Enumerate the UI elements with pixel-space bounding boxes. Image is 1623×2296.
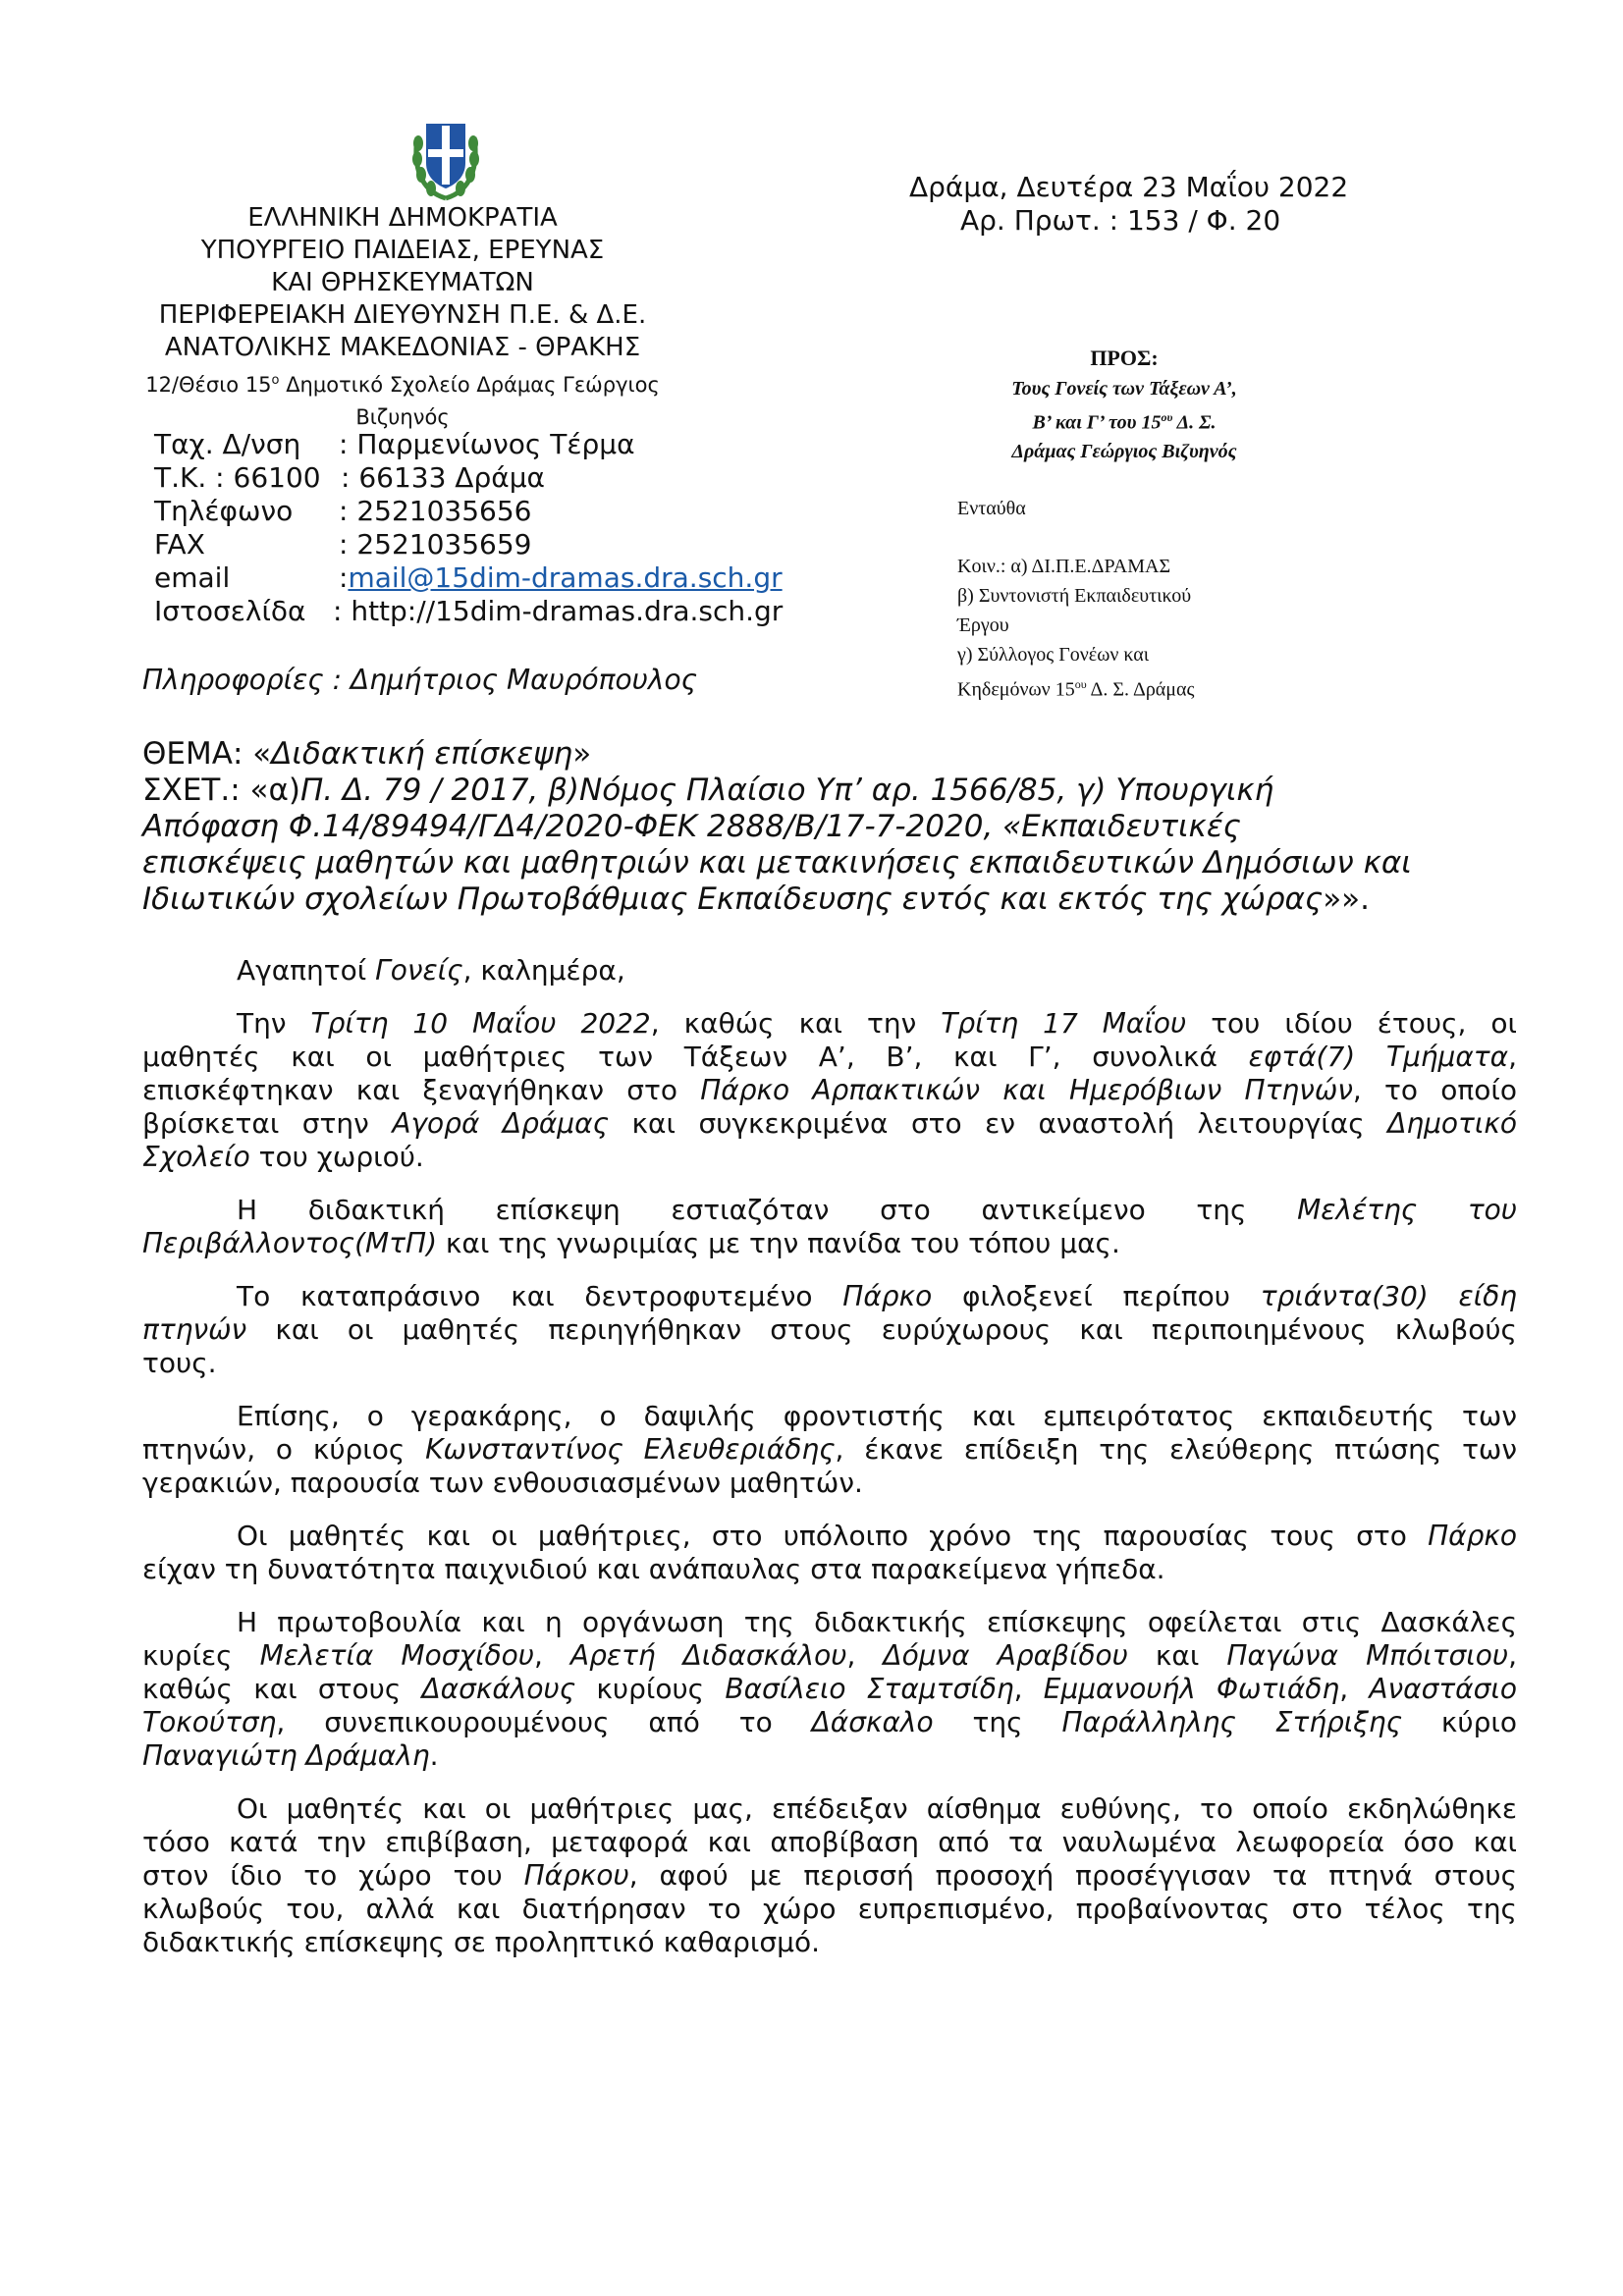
greeting bbox=[142, 954, 1517, 988]
paragraph-line bbox=[142, 1433, 1517, 1467]
body-text: κύριο bbox=[1402, 1706, 1517, 1738]
paragraph-line bbox=[142, 1792, 1517, 1826]
paragraph-line bbox=[142, 1347, 1517, 1380]
emphasis-text: Δάσκαλο bbox=[811, 1706, 934, 1738]
body-text: και της γνωριμίας με την πανίδα του τόπου μας. bbox=[437, 1227, 1120, 1259]
emphasis-text: Παναγιώτη Δράμαλη bbox=[142, 1739, 430, 1772]
paragraph bbox=[142, 1606, 1517, 1773]
cc-line: γ) Σύλλογος Γονέων και bbox=[957, 643, 1150, 666]
emphasis-text: Εμμανουήλ Φωτιάδη bbox=[1043, 1673, 1340, 1705]
body-text: είχαν τη δυνατότητα παιχνιδιού και ανάπαυλας στα παρακείμενα γήπεδα. bbox=[142, 1553, 1165, 1585]
postcode-label: Τ.Κ. : 66100 bbox=[154, 461, 321, 494]
paragraph bbox=[142, 1520, 1517, 1586]
paragraph bbox=[142, 1280, 1517, 1380]
paragraph-line bbox=[142, 1606, 1517, 1639]
emphasis-text: Αναστάσιο bbox=[1369, 1673, 1517, 1705]
school-name bbox=[108, 364, 697, 434]
emphasis-text: Πάρκο bbox=[1428, 1520, 1517, 1552]
reference-text: Π. Δ. 79 / 2017, β)Νόμος Πλαίσιο Υπ’ αρ. 1566/85, γ) Υπουργική bbox=[300, 773, 1274, 808]
letterhead-line: ΑΝΑΤΟΛΙΚΗΣ ΜΑΚΕΔΟΝΙΑΣ - ΘΡΑΚΗΣ bbox=[164, 333, 641, 362]
letterhead-line: ΥΠΟΥΡΓΕΙΟ ΠΑΙΔΕΙΑΣ, ΕΡΕΥΝΑΣ bbox=[200, 236, 605, 265]
phone-value: : 2521035656 bbox=[339, 495, 532, 527]
emphasis-text: Μελετία Μοσχίδου bbox=[259, 1639, 534, 1672]
emphasis-text: Περιβάλλοντος(ΜτΠ) bbox=[142, 1227, 438, 1259]
subject-label: ΘΕΜΑ: « bbox=[142, 736, 272, 772]
reference-line bbox=[142, 773, 1517, 809]
email-separator: : bbox=[339, 561, 349, 594]
cc-line: Κοιν.: α) ΔΙ.Π.Ε.ΔΡΑΜΑΣ bbox=[957, 555, 1171, 577]
paragraph-line bbox=[142, 1739, 1517, 1773]
paragraph-line bbox=[142, 1400, 1517, 1433]
paragraph bbox=[142, 1007, 1517, 1174]
paragraph-line bbox=[142, 1041, 1517, 1074]
paragraph-line bbox=[142, 1520, 1517, 1553]
paragraph bbox=[142, 1194, 1517, 1260]
emphasis-text: Δημοτικό bbox=[1387, 1107, 1517, 1140]
paragraph-line bbox=[142, 1280, 1517, 1313]
recipient-part: Β’ και Γ’ του 15 bbox=[1032, 411, 1162, 434]
emphasis-text: Δασκάλους bbox=[421, 1673, 576, 1705]
body-text: , αφού με περισσή προσοχή προσέγγισαν τα πτηνά στους bbox=[628, 1859, 1517, 1892]
recipient-line: Τους Γονείς των Τάξεων Α’, bbox=[1011, 378, 1237, 400]
recipient-sup: ου bbox=[1161, 410, 1173, 424]
paragraph-line bbox=[142, 1553, 1517, 1586]
emphasis-text: Παγώνα Μπόιτσιου bbox=[1226, 1639, 1509, 1672]
body-text: Επίσης, ο γερακάρης, ο δαψιλής φροντιστής και εμπειρότατος εκπαιδευτής των bbox=[237, 1400, 1517, 1432]
body-text: πτηνών, ο κύριος bbox=[142, 1433, 426, 1466]
body-text: , bbox=[1508, 1041, 1518, 1073]
body-text: Η πρωτοβουλία και η οργάνωση της διδακτικής επίσκεψης οφείλεται στις Δασκάλες bbox=[237, 1606, 1517, 1638]
body-text: Το καταπράσινο και δεντροφυτεμένο bbox=[237, 1280, 843, 1312]
subject-line bbox=[142, 736, 1517, 773]
website-label: Ιστοσελίδα bbox=[154, 595, 306, 627]
address-label: Ταχ. Δ/νση bbox=[154, 428, 301, 460]
body-text: , το οποίο bbox=[1352, 1074, 1517, 1106]
here-note: Ενταύθα bbox=[957, 497, 1026, 519]
letterhead-line: ΚΑΙ ΘΡΗΣΚΕΥΜΑΤΩΝ bbox=[271, 268, 534, 297]
emphasis-text: Σχολείο bbox=[142, 1141, 250, 1173]
reference-label: ΣΧΕΤ.: «α) bbox=[142, 773, 300, 808]
reference-text: επισκέψεις μαθητών και μαθητριών και μετακινήσεις εκπαιδευτικών Δημόσιων και bbox=[142, 845, 1412, 881]
protocol-number: Αρ. Πρωτ. : 153 / Φ. 20 bbox=[960, 204, 1281, 237]
cc-line: β) Συντονιστή Εκπαιδευτικού bbox=[957, 584, 1192, 607]
paragraph-line bbox=[142, 1826, 1517, 1859]
emphasis-text: Αρετή Διδασκάλου bbox=[569, 1639, 847, 1672]
paragraph-line bbox=[142, 1859, 1517, 1893]
body-text: Οι μαθητές και οι μαθήτριες μας, επέδειξαν αίσθημα ευθύνης, το οποίο εκδηλώθηκε bbox=[237, 1792, 1517, 1825]
paragraph-line bbox=[142, 1467, 1517, 1500]
paragraph-line bbox=[142, 1107, 1517, 1141]
letterhead-line: ΠΕΡΙΦΕΡΕΙΑΚΗ ΔΙΕΥΘΥΝΣΗ Π.Ε. & Δ.Ε. bbox=[158, 300, 647, 330]
cc-sup: ου bbox=[1074, 676, 1087, 691]
paragraph-line bbox=[142, 1007, 1517, 1041]
paragraph bbox=[142, 1400, 1517, 1500]
body-text: , bbox=[1508, 1639, 1518, 1672]
body-text: επισκέφτηκαν και ξεναγήθηκαν στο bbox=[142, 1074, 701, 1106]
body-text: διδακτικής επίσκεψης σε προληπτικό καθαρισμό. bbox=[142, 1926, 820, 1958]
emphasis-text: Πάρκο bbox=[842, 1280, 933, 1312]
body-text: τόσο κατά την επιβίβαση, μεταφορά και αποβίβαση από τα ναυλωμένα λεωφορεία όσο και bbox=[142, 1826, 1517, 1858]
body-text: και οι μαθητές περιηγήθηκαν στους ευρύχωρους και περιποιημένους κλωβούς bbox=[246, 1313, 1517, 1346]
recipient-part: Δ. Σ. bbox=[1172, 411, 1217, 434]
emphasis-text: εφτά(7) Τμήματα bbox=[1248, 1041, 1509, 1073]
body-text: βρίσκεται στην bbox=[142, 1107, 393, 1140]
fax-value: : 2521035659 bbox=[339, 528, 532, 561]
paragraph-line bbox=[142, 1074, 1517, 1107]
website-value: : http://15dim-dramas.dra.sch.gr bbox=[333, 595, 784, 627]
school-name-part: 12/Θέσιο 15 bbox=[145, 373, 272, 397]
fax-label: FAX bbox=[154, 528, 205, 561]
subject-close: » bbox=[572, 736, 592, 772]
subject-title: Διδακτική επίσκεψη bbox=[271, 736, 573, 772]
recipient-line: Δράμας Γεώργιος Βιζυηνός bbox=[1011, 440, 1237, 462]
body-text: της bbox=[933, 1706, 1062, 1738]
recipients-heading: ΠΡΟΣ: bbox=[1090, 346, 1159, 370]
cc-line: Έργου bbox=[957, 614, 1009, 636]
phone-label: Τηλέφωνο bbox=[154, 495, 294, 527]
body-text: κλωβούς του, αλλά και διατήρησαν το χώρο ευπρεπισμένο, προβαίνοντας στο τέλος της bbox=[142, 1893, 1517, 1925]
body-text: του ιδίου έτους, οι bbox=[1186, 1007, 1518, 1040]
paragraph-line bbox=[142, 1673, 1517, 1706]
emphasis-text: Κωνσταντίνος Ελευθεριάδης bbox=[425, 1433, 836, 1466]
body-text: Την bbox=[237, 1007, 311, 1040]
body-text: τους. bbox=[142, 1347, 217, 1379]
body-text: , bbox=[1339, 1673, 1370, 1705]
letterhead bbox=[108, 202, 697, 434]
paragraph-line bbox=[142, 1313, 1517, 1347]
info-contact: Πληροφορίες : Δημήτριος Μαυρόπουλος bbox=[142, 664, 698, 696]
body-text: μαθητές και οι μαθήτριες των Τάξεων Α’, Β’, και Γ’, συνολικά bbox=[142, 1041, 1249, 1073]
paragraph-line bbox=[142, 1141, 1517, 1174]
emphasis-text: Πάρκο Αρπακτικών και Ημερόβιων Πτηνών bbox=[700, 1074, 1353, 1106]
emphasis-text: Τρίτη 17 Μαΐου bbox=[941, 1007, 1187, 1040]
cc-part: Κηδεμόνων 15 bbox=[957, 678, 1075, 701]
contact-block bbox=[154, 428, 783, 628]
body-text: , καθώς και την bbox=[650, 1007, 942, 1040]
emphasis-text: Δόμνα Αραβίδου bbox=[883, 1639, 1128, 1672]
emphasis-text: Μελέτης του bbox=[1297, 1194, 1518, 1226]
school-name-sup: ο bbox=[271, 373, 280, 388]
body-text: , bbox=[533, 1639, 570, 1672]
paragraph-line bbox=[142, 1706, 1517, 1739]
cc-list bbox=[957, 552, 1291, 705]
body-text: κυρίες bbox=[142, 1639, 260, 1672]
body-text: , συνεπικουρουμένους από το bbox=[276, 1706, 812, 1738]
email-link[interactable]: mail@15dim-dramas.dra.sch.gr bbox=[348, 561, 783, 594]
postcode-value: : 66133 Δράμα bbox=[341, 461, 545, 494]
date-block bbox=[909, 171, 1348, 238]
reference-end: »». bbox=[1323, 881, 1370, 917]
recipient-line bbox=[957, 403, 1291, 438]
reference-line bbox=[142, 845, 1517, 881]
body-text: γερακιών, παρουσία των ενθουσιασμένων μαθητών. bbox=[142, 1467, 863, 1499]
cc-line bbox=[957, 669, 1291, 705]
emphasis-text: Τρίτη 10 Μαΐου 2022 bbox=[310, 1007, 651, 1040]
paragraph-line bbox=[142, 1893, 1517, 1926]
greeting-part: Αγαπητοί bbox=[237, 954, 376, 987]
reference-text: Ιδιωτικών σχολείων Πρωτοβάθμιας Εκπαίδευσης εντός και εκτός της χώρας bbox=[142, 881, 1324, 917]
email-label: email bbox=[154, 561, 231, 594]
recipients-block bbox=[957, 346, 1291, 704]
body-text: στον ίδιο το χώρο του bbox=[142, 1859, 524, 1892]
greeting-part: Γονείς bbox=[375, 954, 463, 987]
body-text: Οι μαθητές και οι μαθήτριες, στο υπόλοιπο χρόνο της παρουσίας τους στο bbox=[237, 1520, 1429, 1552]
reference-line bbox=[142, 881, 1517, 918]
reference-line bbox=[142, 809, 1517, 845]
emphasis-text: πτηνών bbox=[142, 1313, 247, 1346]
paragraph-line bbox=[142, 1227, 1517, 1260]
letterhead-line: ΕΛΛΗΝΙΚΗ ΔΗΜΟΚΡΑΤΙΑ bbox=[247, 203, 558, 233]
letter-date: Δράμα, Δευτέρα 23 Μαΐου 2022 bbox=[909, 171, 1349, 203]
body-text: κυρίους bbox=[575, 1673, 726, 1705]
emphasis-text: Αγορά Δράμας bbox=[392, 1107, 610, 1140]
paragraph-line bbox=[142, 1194, 1517, 1227]
greek-coat-of-arms-icon bbox=[409, 116, 482, 202]
body-text: του χωριού. bbox=[249, 1141, 424, 1173]
body-text: και bbox=[1127, 1639, 1227, 1672]
paragraph-line bbox=[142, 1926, 1517, 1959]
letter-body bbox=[142, 954, 1517, 1979]
body-text: , έκανε επίδειξη της ελεύθερης πτώσης των bbox=[835, 1433, 1518, 1466]
body-text: , bbox=[846, 1639, 884, 1672]
paragraph-line bbox=[142, 1639, 1517, 1673]
address-value: : Παρμενίωνος Τέρμα bbox=[339, 428, 635, 460]
greeting-part: , καλημέρα, bbox=[462, 954, 625, 987]
emphasis-text: Παράλληλης Στήριξης bbox=[1061, 1706, 1403, 1738]
emphasis-text: Βασίλειο Σταμτσίδη bbox=[725, 1673, 1014, 1705]
paragraph bbox=[142, 1792, 1517, 1959]
body-text: φιλοξενεί περίπου bbox=[932, 1280, 1261, 1312]
subject-block bbox=[142, 736, 1517, 918]
school-name-part: Δημοτικό Σχολείο Δράμας Γεώργιος Βιζυηνός bbox=[279, 373, 660, 429]
emphasis-text: Πάρκου bbox=[523, 1859, 629, 1892]
body-text: Η διδακτική επίσκεψη εστιαζόταν στο αντικείμενο της bbox=[237, 1194, 1298, 1226]
body-text: καθώς και στους bbox=[142, 1673, 422, 1705]
emphasis-text: τριάντα(30) είδη bbox=[1260, 1280, 1517, 1312]
body-text: και συγκεκριμένα στο εν αναστολή λειτουργίας bbox=[609, 1107, 1388, 1140]
body-text: . bbox=[429, 1739, 439, 1772]
emphasis-text: Τοκούτση bbox=[142, 1706, 277, 1738]
body-text: , bbox=[1013, 1673, 1044, 1705]
cc-part: Δ. Σ. Δράμας bbox=[1086, 678, 1195, 701]
reference-text: Απόφαση Φ.14/89494/ΓΔ4/2020-ΦΕΚ 2888/Β/17-7-2020, «Εκπαιδευτικές bbox=[142, 809, 1241, 844]
